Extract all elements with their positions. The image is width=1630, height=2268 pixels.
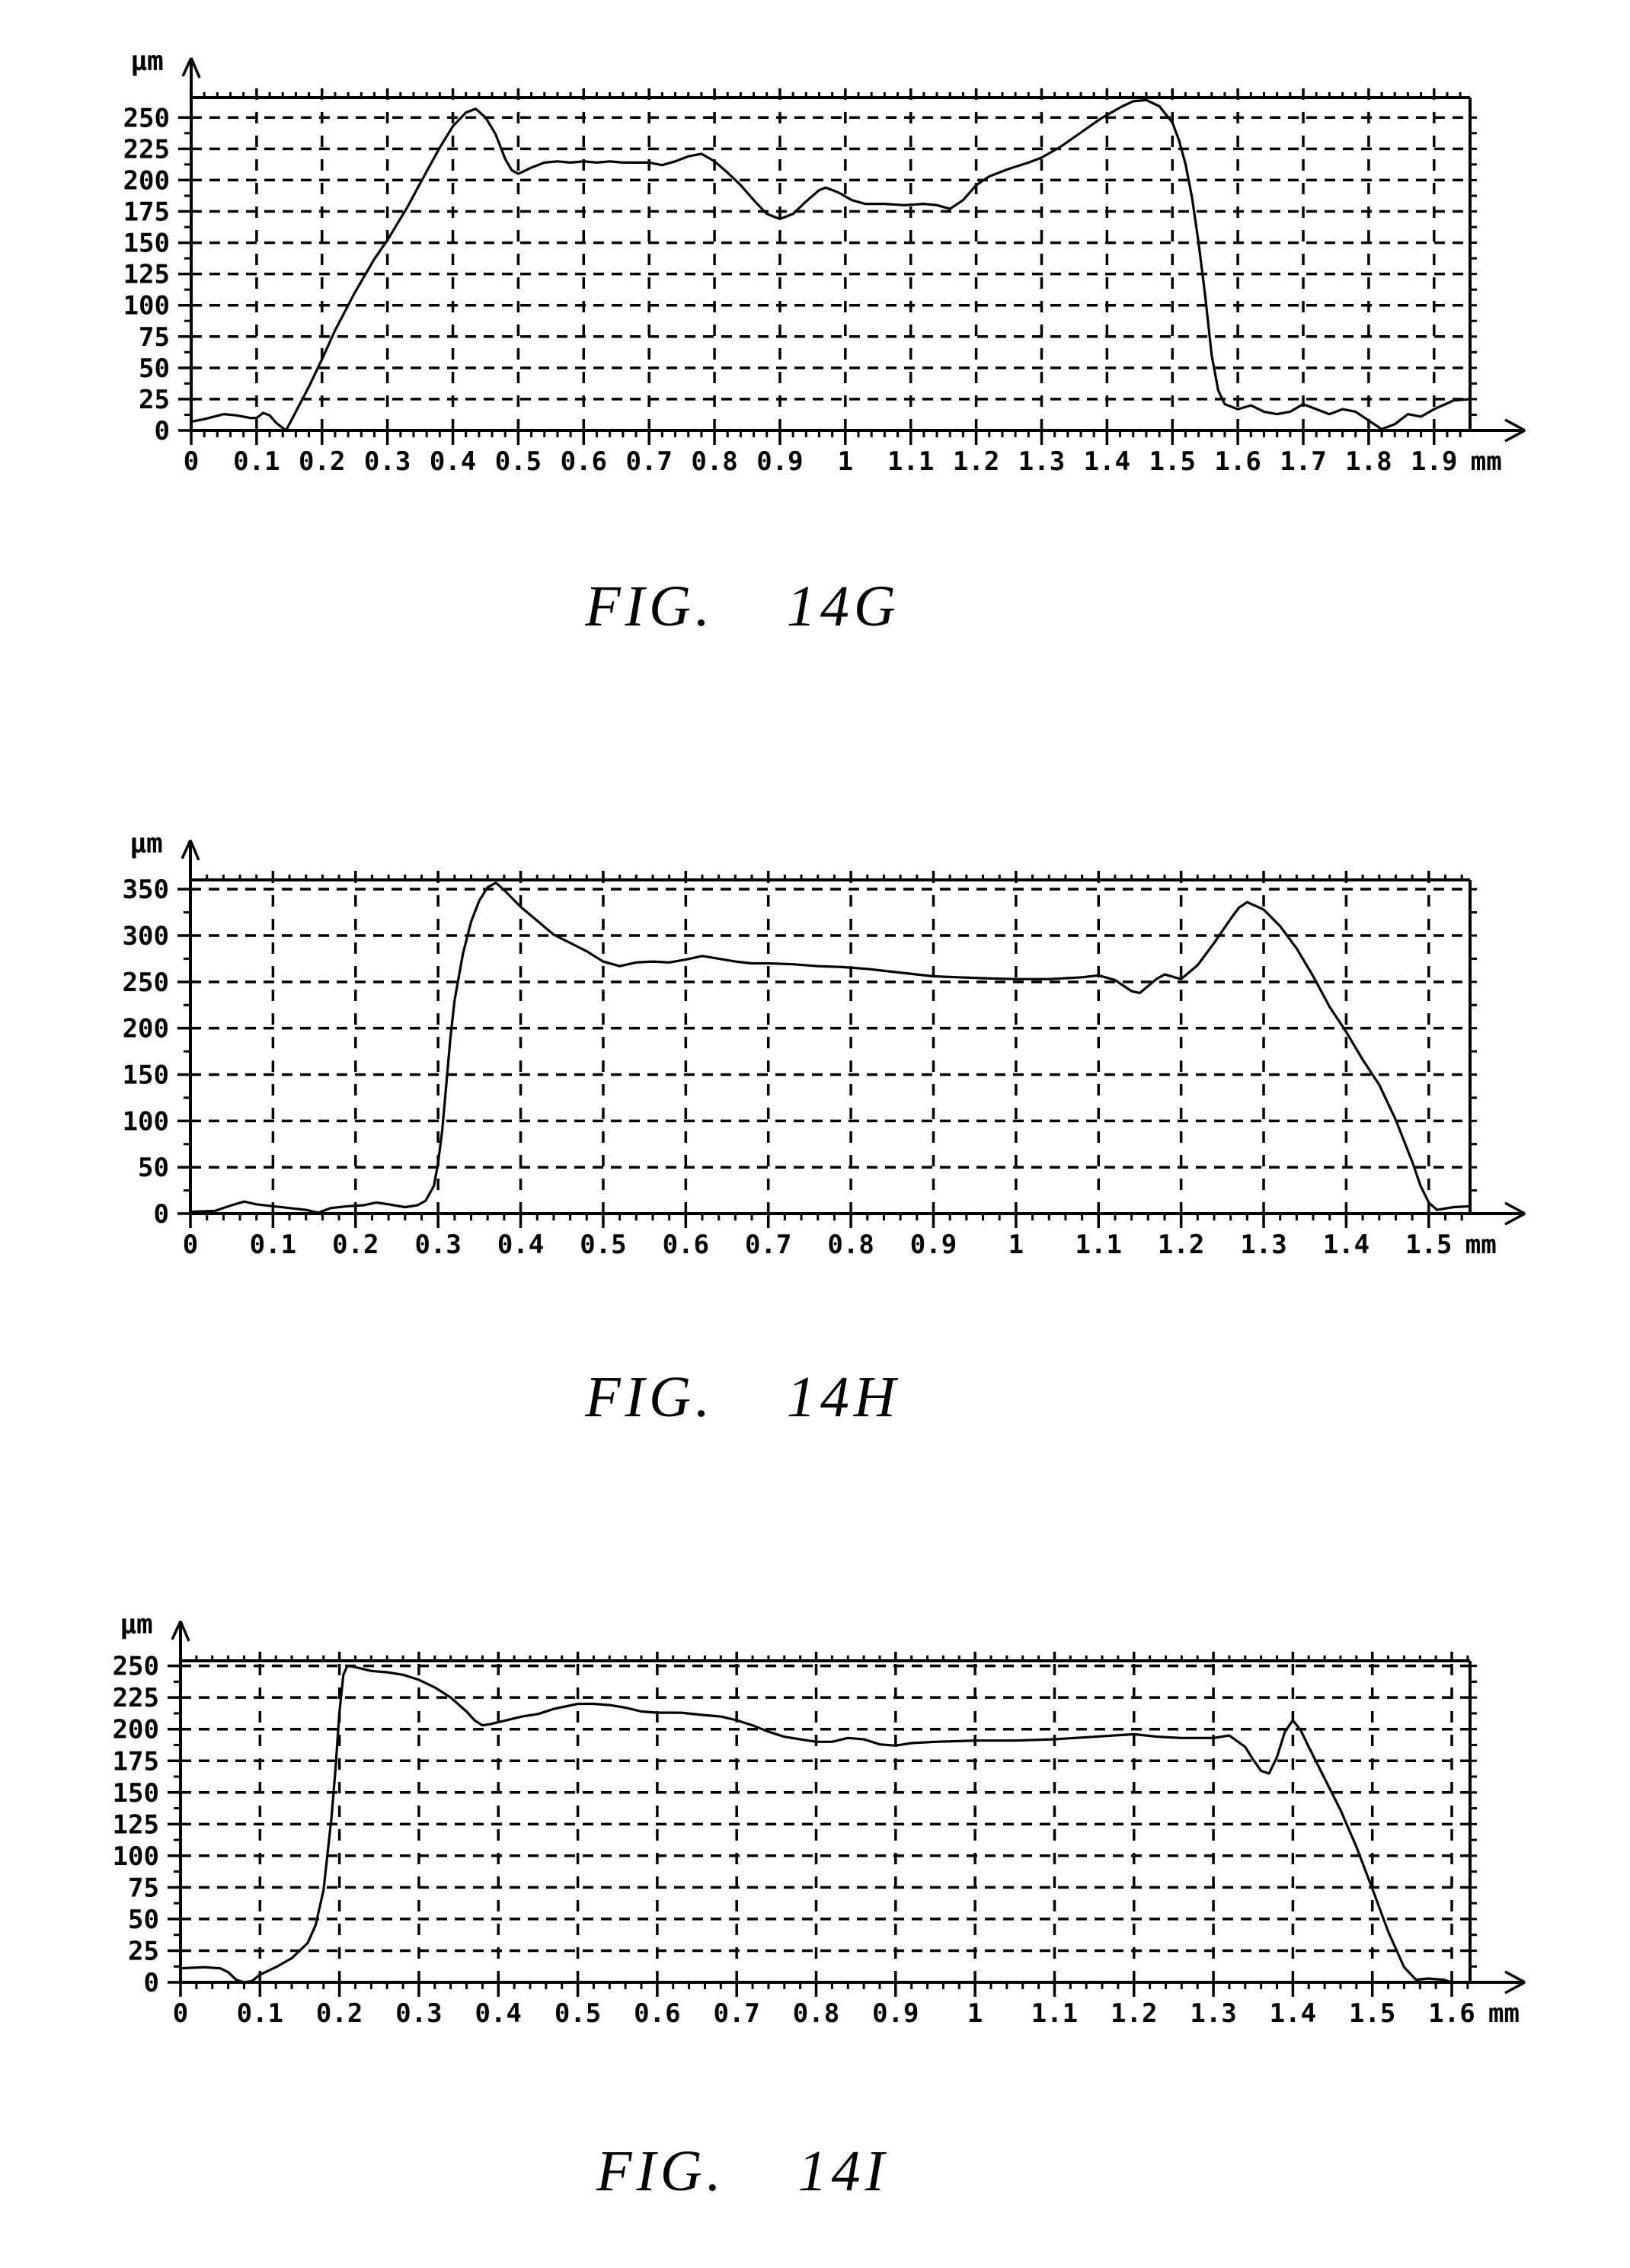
x-tick-label: 1.6 bbox=[1428, 1998, 1475, 2029]
x-tick-label: 0.1 bbox=[236, 1998, 284, 2029]
y-tick-label: 300 bbox=[122, 921, 169, 952]
y-tick-label: 50 bbox=[138, 1153, 169, 1184]
y-tick-label: 0 bbox=[154, 416, 170, 446]
x-tick-label: 1.9 bbox=[1411, 446, 1458, 477]
x-tick-label: 0.5 bbox=[494, 446, 542, 477]
figure-caption-14h: FIG. 14H bbox=[585, 1365, 900, 1429]
x-tick-label: 0.4 bbox=[475, 1998, 522, 2029]
x-tick-label: 0.2 bbox=[299, 446, 346, 477]
x-tick-label: 1.4 bbox=[1083, 446, 1131, 477]
y-axis-unit-label: µm bbox=[129, 828, 163, 859]
x-tick-label: 1.2 bbox=[952, 446, 1000, 477]
x-axis-unit-label: mm bbox=[1465, 1230, 1497, 1260]
x-tick-label: 1.2 bbox=[1111, 1998, 1158, 2029]
figure-caption-14g: FIG. 14G bbox=[585, 574, 900, 638]
x-tick-label: 1.4 bbox=[1322, 1230, 1370, 1260]
x-tick-label: 0.5 bbox=[580, 1230, 627, 1260]
x-axis-arrow bbox=[1505, 1972, 1525, 1982]
y-tick-label: 150 bbox=[123, 228, 170, 259]
x-tick-label: 0.1 bbox=[249, 1230, 297, 1260]
x-tick-label: 1 bbox=[1008, 1230, 1024, 1260]
y-tick-label: 250 bbox=[112, 1651, 159, 1682]
x-tick-label: 1.5 bbox=[1149, 446, 1196, 477]
x-tick-label: 0.3 bbox=[395, 1998, 443, 2029]
x-tick-label: 1 bbox=[967, 1998, 983, 2029]
x-tick-label: 0 bbox=[183, 446, 200, 477]
x-axis-arrow bbox=[1505, 430, 1525, 441]
x-tick-label: 0.9 bbox=[909, 1230, 957, 1260]
x-tick-label: 1.8 bbox=[1345, 446, 1392, 477]
x-tick-label: 0.6 bbox=[560, 446, 608, 477]
x-tick-label: 0.2 bbox=[315, 1998, 363, 2029]
x-tick-label: 0.3 bbox=[363, 446, 411, 477]
y-tick-label: 225 bbox=[123, 134, 170, 165]
y-tick-label: 150 bbox=[112, 1777, 159, 1809]
x-tick-label: 0.9 bbox=[872, 1998, 919, 2029]
x-tick-label: 0.7 bbox=[625, 446, 673, 477]
x-tick-label: 0.8 bbox=[792, 1998, 840, 2029]
x-axis-unit-label: mm bbox=[1488, 1998, 1520, 2029]
y-tick-label: 75 bbox=[139, 321, 170, 353]
y-tick-label: 100 bbox=[123, 290, 170, 321]
y-tick-label: 25 bbox=[128, 1936, 159, 1967]
y-tick-label: 0 bbox=[153, 1199, 169, 1230]
x-axis-arrow bbox=[1505, 1214, 1525, 1224]
y-tick-label: 150 bbox=[122, 1060, 169, 1091]
x-tick-label: 0.6 bbox=[662, 1230, 710, 1260]
x-tick-label: 1.3 bbox=[1240, 1230, 1287, 1260]
y-tick-label: 175 bbox=[123, 197, 170, 228]
x-axis-arrow bbox=[1505, 420, 1525, 430]
x-tick-label: 0.4 bbox=[429, 446, 477, 477]
y-tick-label: 250 bbox=[122, 967, 169, 998]
x-tick-label: 0.4 bbox=[497, 1230, 545, 1260]
x-tick-label: 0.6 bbox=[634, 1998, 681, 2029]
x-axis-unit-label: mm bbox=[1470, 446, 1502, 477]
y-tick-label: 175 bbox=[112, 1746, 159, 1777]
figure-caption-14i: FIG. 14I bbox=[596, 2139, 889, 2203]
y-tick-label: 200 bbox=[123, 165, 170, 197]
y-tick-label: 100 bbox=[112, 1841, 159, 1872]
y-tick-label: 250 bbox=[123, 103, 170, 134]
x-tick-label: 1.7 bbox=[1280, 446, 1327, 477]
x-tick-label: 1.2 bbox=[1157, 1230, 1205, 1260]
x-tick-label: 0.7 bbox=[744, 1230, 792, 1260]
profile-trace-fig-14h bbox=[190, 883, 1470, 1213]
y-tick-label: 75 bbox=[128, 1873, 159, 1904]
x-tick-label: 0.8 bbox=[691, 446, 738, 477]
y-tick-label: 0 bbox=[143, 1968, 159, 1998]
y-tick-label: 50 bbox=[128, 1904, 159, 1935]
y-tick-label: 350 bbox=[122, 875, 169, 906]
y-tick-label: 125 bbox=[112, 1809, 159, 1841]
y-tick-label: 200 bbox=[122, 1013, 169, 1044]
y-tick-label: 50 bbox=[139, 353, 170, 384]
x-tick-label: 0.7 bbox=[713, 1998, 760, 2029]
x-tick-label: 1.3 bbox=[1190, 1998, 1237, 2029]
y-axis-unit-label: µm bbox=[130, 46, 164, 77]
x-tick-label: 0 bbox=[172, 1998, 189, 2029]
y-tick-label: 100 bbox=[122, 1106, 169, 1137]
x-tick-label: 0.9 bbox=[756, 446, 804, 477]
x-tick-label: 1.3 bbox=[1018, 446, 1066, 477]
x-tick-label: 1.5 bbox=[1405, 1230, 1453, 1260]
x-axis-arrow bbox=[1505, 1203, 1525, 1214]
y-tick-label: 225 bbox=[112, 1683, 159, 1714]
x-tick-label: 1.1 bbox=[1031, 1998, 1079, 2029]
y-tick-label: 25 bbox=[139, 384, 170, 415]
x-tick-label: 1.1 bbox=[1075, 1230, 1122, 1260]
x-tick-label: 1.4 bbox=[1269, 1998, 1317, 2029]
x-tick-label: 1.5 bbox=[1348, 1998, 1396, 2029]
x-tick-label: 0.1 bbox=[233, 446, 280, 477]
y-tick-label: 125 bbox=[123, 259, 170, 290]
x-tick-label: 0 bbox=[182, 1230, 199, 1260]
x-axis-arrow bbox=[1505, 1982, 1525, 1993]
y-tick-label: 200 bbox=[112, 1714, 159, 1745]
x-tick-label: 0.8 bbox=[827, 1230, 874, 1260]
x-tick-label: 0.5 bbox=[554, 1998, 602, 2029]
x-tick-label: 1 bbox=[837, 446, 854, 477]
y-axis-unit-label: µm bbox=[120, 1609, 153, 1640]
x-tick-label: 0.3 bbox=[414, 1230, 462, 1260]
x-tick-label: 1.6 bbox=[1214, 446, 1261, 477]
x-tick-label: 1.1 bbox=[887, 446, 935, 477]
x-tick-label: 0.2 bbox=[332, 1230, 379, 1260]
